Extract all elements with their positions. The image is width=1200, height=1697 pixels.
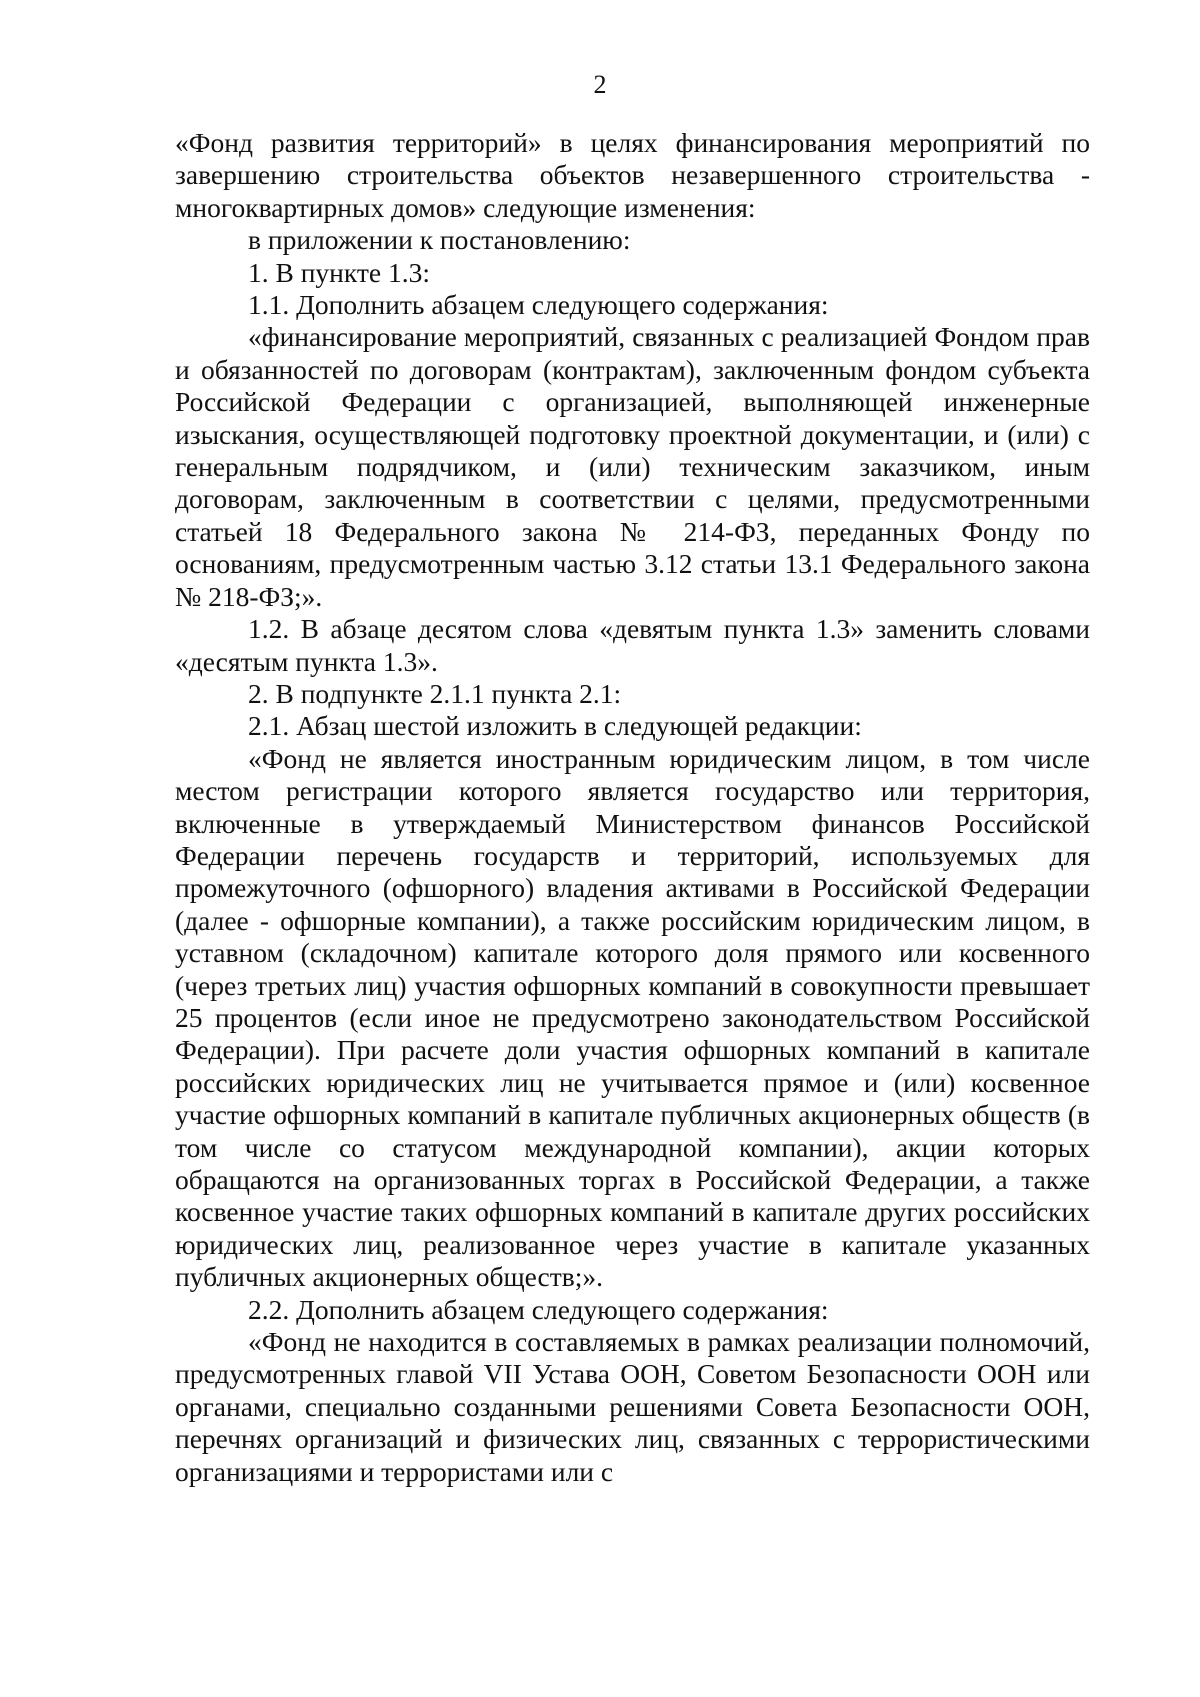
- paragraph-3: 1. В пункте 1.3:: [248, 256, 431, 288]
- paragraph-1: «Фонд развития территорий» в целях финансирования мероприятий по завершению строительства объектов незавершенного строительства - многоквартирных домов» следующие изменения:: [175, 127, 1090, 223]
- paragraph-2: в приложении к постановлению:: [248, 224, 631, 256]
- paragraph-11: «Фонд не находится в составляемых в рамках реализации полномочий, предусмотренных главой VII Устава ООН, Советом Безопасности ООН или органами, специально созданными решениями Совета Безопасности ООН, перечнях организаций и физических лиц, связанных с террористическими организациями и террористами или с: [175, 1326, 1090, 1487]
- paragraph-8: 2.1. Абзац шестой изложить в следующей редакции:: [248, 710, 862, 742]
- paragraph-7: 2. В подпункте 2.1.1 пункта 2.1:: [248, 677, 622, 709]
- paragraph-9: «Фонд не является иностранным юридическим лицом, в том числе местом регистрации которого является государство или территория, включенные в утверждаемый Министерством финансов Российской Федерации перечень государств и территорий, используемых для промежуточного (офшорного) владения активами в Российской Федерации (далее - офшорные компании), а также российским юридическим лицом, в уставном (складочном) капитале которого доля прямого или косвенного (через третьих лиц) участия офшорных компаний в совокупности превышает 25 процентов (если иное не предусмотрено законодательством Российской Федерации). При расчете доли участия офшорных компаний в капитале российских юридических лиц не учитывается прямое и (или) косвенное участие офшорных компаний в капитале публичных акционерных обществ (в том числе со статусом международной компании), акции которых обращаются на организованных торгах в Российской Федерации, а также косвенное участие таких офшорных компаний в капитале других российских юридических лиц, реализованное через участие в капитале указанных публичных акционерных обществ;».: [175, 742, 1090, 1293]
- paragraph-10: 2.2. Дополнить абзацем следующего содержания:: [248, 1293, 829, 1325]
- paragraph-4: 1.1. Дополнить абзацем следующего содержания:: [248, 289, 829, 321]
- document-body: [175, 127, 1090, 1488]
- paragraph-6: 1.2. В абзаце десятом слова «девятым пункта 1.3» заменить словами «десятым пункта 1.3».: [175, 613, 1090, 677]
- paragraph-5: «финансирование мероприятий, связанных с реализацией Фондом прав и обязанностей по договорам (контрактам), заключенным фондом субъекта Российской Федерации с организацией, выполняющей инженерные изыскания, осуществляющей подготовку проектной документации, и (или) с генеральным подрядчиком, и (или) техническим заказчиком, иным договорам, заключенным в соответствии с целями, предусмотренными статьей 18 Федерального закона № 214-ФЗ, переданных Фонду по основаниям, предусмотренным частью 3.12 статьи 13.1 Федерального закона № 218-ФЗ;».: [175, 321, 1090, 612]
- page-number: 2: [593, 70, 607, 99]
